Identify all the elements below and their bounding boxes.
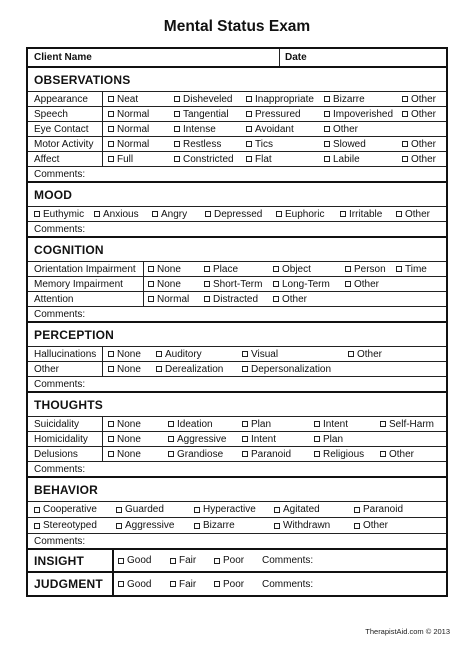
checkbox-icon	[174, 96, 180, 102]
thoughts-row-homicidality	[28, 432, 446, 447]
option-inappropriate[interactable]: Inappropriate	[246, 92, 314, 106]
checkbox-icon	[108, 156, 114, 162]
option-flat[interactable]: Flat	[246, 152, 272, 166]
behavior-row-2	[28, 518, 446, 534]
client-date-row	[28, 49, 446, 68]
option-distracted[interactable]: Distracted	[204, 292, 258, 306]
option-bizarre[interactable]: Bizarre	[324, 92, 365, 106]
option-depressed[interactable]: Depressed	[205, 207, 262, 221]
option-neat[interactable]: Neat	[108, 92, 138, 106]
option-auditory[interactable]: Auditory	[156, 347, 202, 361]
checkbox-icon	[108, 351, 114, 357]
option-none[interactable]: None	[108, 417, 141, 431]
row-label: Other	[34, 363, 60, 375]
row-label: Speech	[34, 108, 68, 120]
checkbox-icon	[152, 211, 158, 217]
option-poor[interactable]: Poor	[214, 573, 244, 595]
row-label: Orientation Impairment	[34, 263, 136, 275]
judgment-heading: JUDGMENT	[34, 577, 103, 591]
observation-row-appearance	[28, 92, 446, 107]
row-label: Appearance	[34, 93, 88, 105]
judgment-row	[28, 573, 446, 595]
checkbox-icon	[148, 296, 154, 302]
checkbox-icon	[34, 523, 40, 529]
checkbox-icon	[168, 451, 174, 457]
judgment-comments-label[interactable]: Comments:	[262, 578, 314, 590]
thoughts-row-suicidality	[28, 417, 446, 432]
option-labile[interactable]: Labile	[324, 152, 360, 166]
comments-label: Comments:	[34, 378, 86, 390]
checkbox-icon	[174, 126, 180, 132]
option-none[interactable]: None	[108, 362, 141, 376]
mood-header	[28, 183, 446, 207]
cognition-row-memory	[28, 277, 446, 292]
option-withdrawn[interactable]: Withdrawn	[274, 518, 330, 533]
observation-row-affect	[28, 152, 446, 167]
checkbox-icon	[340, 211, 346, 217]
checkbox-icon	[402, 96, 408, 102]
checkbox-icon	[108, 126, 114, 132]
option-avoidant[interactable]: Avoidant	[246, 122, 294, 136]
option-other[interactable]: Other	[396, 207, 430, 221]
thoughts-comments-row[interactable]	[28, 462, 446, 478]
row-label: Memory Impairment	[34, 278, 123, 290]
checkbox-icon	[116, 507, 122, 513]
checkbox-icon	[108, 366, 114, 372]
checkbox-icon	[194, 507, 200, 513]
perception-row-other	[28, 362, 446, 377]
row-label: Hallucinations	[34, 348, 97, 360]
option-grandiose[interactable]: Grandiose	[168, 447, 223, 461]
checkbox-icon	[246, 126, 252, 132]
option-intense[interactable]: Intense	[174, 122, 216, 136]
option-full[interactable]: Full	[108, 152, 133, 166]
option-normal[interactable]: Normal	[108, 137, 149, 151]
option-poor[interactable]: Poor	[214, 550, 244, 571]
checkbox-icon	[273, 296, 279, 302]
option-none[interactable]: None	[108, 447, 141, 461]
footer-credit: TherapistAid.com © 2013	[365, 627, 450, 636]
option-religious[interactable]: Religious	[314, 447, 364, 461]
checkbox-icon	[108, 111, 114, 117]
option-bizarre[interactable]: Bizarre	[194, 518, 235, 533]
checkbox-icon	[242, 451, 248, 457]
option-depersonalization[interactable]: Depersonalization	[242, 362, 331, 376]
client-name-label: Client Name	[34, 52, 92, 63]
cognition-row-orientation	[28, 262, 446, 277]
insight-comments-label[interactable]: Comments:	[262, 555, 314, 566]
checkbox-icon	[402, 111, 408, 117]
checkbox-icon	[324, 111, 330, 117]
option-irritable[interactable]: Irritable	[340, 207, 382, 221]
checkbox-icon	[34, 507, 40, 513]
option-none[interactable]: None	[108, 432, 141, 446]
option-long-term[interactable]: Long-Term	[273, 277, 330, 291]
row-label: Eye Contact	[34, 123, 89, 135]
checkbox-icon	[396, 266, 402, 272]
option-good[interactable]: Good	[118, 573, 151, 595]
thoughts-row-delusions	[28, 447, 446, 462]
checkbox-icon	[108, 141, 114, 147]
checkbox-icon	[354, 523, 360, 529]
checkbox-icon	[118, 558, 124, 564]
checkbox-icon	[108, 96, 114, 102]
checkbox-icon	[174, 141, 180, 147]
behavior-comments-row[interactable]	[28, 534, 446, 550]
cognition-comments-row[interactable]	[28, 307, 446, 323]
comments-label: Comments:	[34, 463, 86, 475]
option-other[interactable]: Other	[402, 152, 436, 166]
option-tics[interactable]: Tics	[246, 137, 273, 151]
option-aggressive[interactable]: Aggressive	[116, 518, 174, 533]
behavior-heading: BEHAVIOR	[34, 482, 99, 497]
checkbox-icon	[246, 96, 252, 102]
option-intent[interactable]: Intent	[242, 432, 276, 446]
checkbox-icon	[118, 581, 124, 587]
option-none[interactable]: None	[108, 347, 141, 361]
option-guarded[interactable]: Guarded	[116, 502, 164, 517]
checkbox-icon	[274, 507, 280, 513]
option-normal[interactable]: Normal	[148, 292, 189, 306]
option-other[interactable]: Other	[402, 107, 436, 121]
checkbox-icon	[345, 281, 351, 287]
option-constricted[interactable]: Constricted	[174, 152, 234, 166]
thoughts-header	[28, 393, 446, 417]
date-label: Date	[285, 52, 307, 63]
option-none[interactable]: None	[148, 262, 181, 276]
option-stereotyped[interactable]: Stereotyped	[34, 518, 97, 533]
option-other[interactable]: Other	[402, 92, 436, 106]
checkbox-icon	[380, 451, 386, 457]
mood-heading: MOOD	[34, 187, 73, 202]
option-tangential[interactable]: Tangential	[174, 107, 229, 121]
insight-heading: INSIGHT	[34, 553, 85, 568]
checkbox-icon	[34, 211, 40, 217]
option-pressured[interactable]: Pressured	[246, 107, 301, 121]
mse-form	[26, 47, 448, 597]
checkbox-icon	[168, 421, 174, 427]
observations-heading: OBSERVATIONS	[34, 72, 131, 87]
option-paranoid[interactable]: Paranoid	[242, 447, 291, 461]
checkbox-icon	[174, 156, 180, 162]
option-normal[interactable]: Normal	[108, 107, 149, 121]
option-restless[interactable]: Restless	[174, 137, 221, 151]
checkbox-icon	[204, 266, 210, 272]
checkbox-icon	[108, 421, 114, 427]
option-time[interactable]: Time	[396, 262, 427, 276]
checkbox-icon	[402, 141, 408, 147]
checkbox-icon	[324, 141, 330, 147]
row-label: Suicidality	[34, 418, 80, 430]
checkbox-icon	[348, 351, 354, 357]
checkbox-icon	[242, 351, 248, 357]
checkbox-icon	[314, 451, 320, 457]
checkbox-icon	[214, 581, 220, 587]
checkbox-icon	[168, 436, 174, 442]
option-normal[interactable]: Normal	[108, 122, 149, 136]
option-plan[interactable]: Plan	[242, 417, 271, 431]
thoughts-heading: THOUGHTS	[34, 397, 103, 412]
perception-row-hallucinations	[28, 347, 446, 362]
comments-label: Comments:	[34, 308, 86, 320]
option-none[interactable]: None	[148, 277, 181, 291]
option-euphoric[interactable]: Euphoric	[276, 207, 324, 221]
option-cooperative[interactable]: Cooperative	[34, 502, 97, 517]
checkbox-icon	[204, 296, 210, 302]
checkbox-icon	[170, 581, 176, 587]
option-other[interactable]: Other	[348, 347, 382, 361]
checkbox-icon	[214, 558, 220, 564]
option-visual[interactable]: Visual	[242, 347, 278, 361]
checkbox-icon	[204, 281, 210, 287]
row-label: Attention	[34, 293, 74, 305]
checkbox-icon	[402, 156, 408, 162]
checkbox-icon	[116, 523, 122, 529]
option-slowed[interactable]: Slowed	[324, 137, 366, 151]
perception-comments-row[interactable]	[28, 377, 446, 393]
checkbox-icon	[156, 351, 162, 357]
option-fair[interactable]: Fair	[170, 573, 196, 595]
option-intent[interactable]: Intent	[314, 417, 348, 431]
checkbox-icon	[273, 281, 279, 287]
option-good[interactable]: Good	[118, 550, 151, 571]
observation-row-motor-activity	[28, 137, 446, 152]
row-label: Affect	[34, 153, 60, 165]
option-ideation[interactable]: Ideation	[168, 417, 213, 431]
comments-label: Comments:	[34, 168, 86, 180]
checkbox-icon	[274, 523, 280, 529]
option-other[interactable]: Other	[354, 518, 388, 533]
perception-header	[28, 323, 446, 347]
cognition-heading: COGNITION	[34, 242, 104, 257]
checkbox-icon	[108, 436, 114, 442]
option-hyperactive[interactable]: Hyperactive	[194, 502, 256, 517]
row-label: Motor Activity	[34, 138, 94, 150]
checkbox-icon	[246, 156, 252, 162]
checkbox-icon	[324, 96, 330, 102]
checkbox-icon	[314, 421, 320, 427]
checkbox-icon	[174, 111, 180, 117]
row-label: Homicidality	[34, 433, 88, 445]
observations-comments-row[interactable]	[28, 167, 446, 183]
checkbox-icon	[324, 126, 330, 132]
option-short-term[interactable]: Short-Term	[204, 277, 262, 291]
option-other[interactable]: Other	[402, 137, 436, 151]
checkbox-icon	[170, 558, 176, 564]
option-other[interactable]: Other	[273, 292, 307, 306]
observation-row-eye-contact	[28, 122, 446, 137]
checkbox-icon	[148, 281, 154, 287]
option-plan[interactable]: Plan	[314, 432, 343, 446]
cognition-row-attention	[28, 292, 446, 307]
option-aggressive[interactable]: Aggressive	[168, 432, 226, 446]
option-fair[interactable]: Fair	[170, 550, 196, 571]
checkbox-icon	[205, 211, 211, 217]
cognition-header	[28, 238, 446, 262]
row-label: Delusions	[34, 448, 78, 460]
option-disheveled[interactable]: Disheveled	[174, 92, 232, 106]
option-euthymic[interactable]: Euthymic	[34, 207, 84, 221]
behavior-row-1	[28, 502, 446, 518]
option-place[interactable]: Place	[204, 262, 238, 276]
behavior-header	[28, 478, 446, 502]
checkbox-icon	[396, 211, 402, 217]
checkbox-icon	[148, 266, 154, 272]
option-derealization[interactable]: Derealization	[156, 362, 223, 376]
option-other[interactable]: Other	[380, 447, 414, 461]
checkbox-icon	[380, 421, 386, 427]
checkbox-icon	[314, 436, 320, 442]
checkbox-icon	[94, 211, 100, 217]
checkbox-icon	[246, 111, 252, 117]
mood-options-row	[28, 207, 446, 222]
checkbox-icon	[354, 507, 360, 513]
checkbox-icon	[242, 421, 248, 427]
checkbox-icon	[108, 451, 114, 457]
observation-row-speech	[28, 107, 446, 122]
comments-label: Comments:	[34, 535, 86, 547]
checkbox-icon	[242, 436, 248, 442]
option-agitated[interactable]: Agitated	[274, 502, 320, 517]
checkbox-icon	[324, 156, 330, 162]
observations-header	[28, 68, 446, 92]
option-person[interactable]: Person	[345, 262, 386, 276]
option-anxious[interactable]: Anxious	[94, 207, 139, 221]
checkbox-icon	[276, 211, 282, 217]
checkbox-icon	[246, 141, 252, 147]
checkbox-icon	[273, 266, 279, 272]
comments-label: Comments:	[34, 223, 86, 235]
option-other[interactable]: Other	[324, 122, 358, 136]
checkbox-icon	[345, 266, 351, 272]
checkbox-icon	[194, 523, 200, 529]
option-paranoid[interactable]: Paranoid	[354, 502, 403, 517]
insight-row	[28, 550, 446, 573]
perception-heading: PERCEPTION	[34, 327, 115, 342]
mood-comments-row[interactable]	[28, 222, 446, 238]
checkbox-icon	[156, 366, 162, 372]
checkbox-icon	[242, 366, 248, 372]
option-angry[interactable]: Angry	[152, 207, 187, 221]
option-impoverished[interactable]: Impoverished	[324, 107, 393, 121]
page-title: Mental Status Exam	[163, 18, 311, 35]
option-self-harm[interactable]: Self-Harm	[380, 417, 434, 431]
option-other[interactable]: Other	[345, 277, 379, 291]
option-object[interactable]: Object	[273, 262, 311, 276]
